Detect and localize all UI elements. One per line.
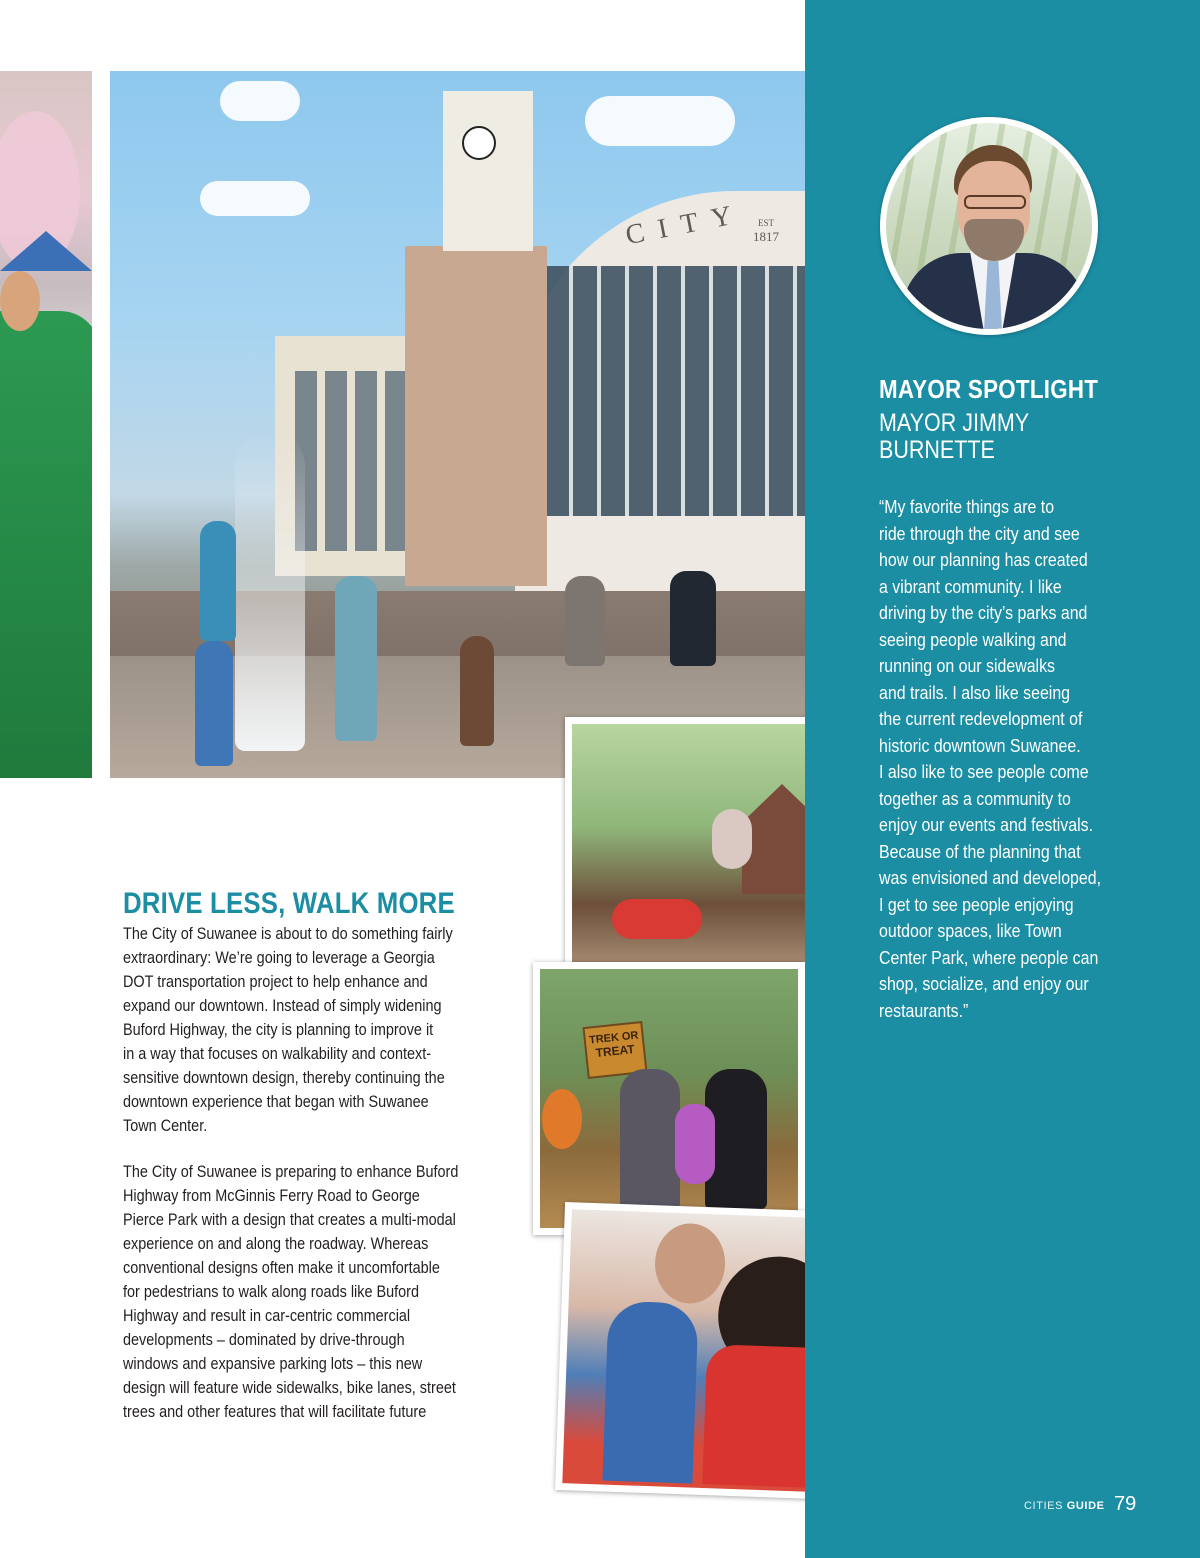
page-number: 79	[1114, 1493, 1137, 1515]
publication-name-bold: GUIDE	[1066, 1500, 1105, 1512]
city-hall-fountain-photo	[110, 71, 805, 778]
mayor-name-line1: MAYOR JIMMY	[879, 409, 1030, 437]
mayor-quote: “My favorite things are to ride through the city and see how our planning has created a vibrant community. I like driving by the city’s parks and seeing people walking and running on our sidewalks and trails. I also like seeing the current redevelopment of historic downtown Suwanee. I also like to see people come together as a community to enjoy our events and festivals. Because of the planning that was envisioned and developed, I get to see people enjoying outdoor spaces, like Town Center Park, where people can shop, socialize, and enjoy our restaurants.”	[879, 496, 1102, 1021]
mayor-name-line2: BURNETTE	[879, 436, 995, 464]
spotlight-title: MAYOR SPOTLIGHT	[879, 374, 1099, 404]
article-title: DRIVE LESS, WALK MORE	[123, 887, 455, 920]
sign-est: EST	[758, 218, 775, 228]
trek-sign-line1: TREK OR	[588, 1029, 639, 1047]
festival-photo-partial	[0, 71, 92, 778]
publication-footer	[1024, 1500, 1105, 1512]
article-paragraph-2: The City of Suwanee is preparing to enhance Buford Highway from McGinnis Ferry Road to George Pierce Park with a design that creates a multi-modal experience on and along the roadway. Whereas conventional designs often make it uncomfortable for pedestrians to walk along roads like Buford Highway and result in car-centric commercial developments – dominated by drive-through windows and expansive parking lots – this new design will feature wide sidewalks, bike lanes, street trees and other features that will facilitate future	[123, 1162, 459, 1421]
trek-sign-line2: TREAT	[594, 1041, 636, 1061]
mayor-portrait	[880, 117, 1098, 335]
city-hall-sign: CITY	[623, 197, 749, 252]
glasses-icon	[964, 195, 1026, 209]
clock-icon	[462, 126, 496, 160]
trek-or-treat-photo	[533, 962, 805, 1235]
mayor-name	[879, 410, 1128, 464]
article-paragraph-1: The City of Suwanee is about to do something fairly extraordinary: We’re going to leverage a Georgia DOT transportation project to help enhance and expand our downtown. Instead of simply widening Buford Highway, the city is planning to improve it in a way that focuses on walkability and context- sensitive downtown design, thereby continuing the downtown experience that began with Suwanee Town Center.	[123, 924, 453, 1135]
sign-year: 1817	[753, 229, 779, 244]
playground-photo	[565, 717, 835, 989]
publication-name-light: CITIES	[1024, 1500, 1064, 1512]
